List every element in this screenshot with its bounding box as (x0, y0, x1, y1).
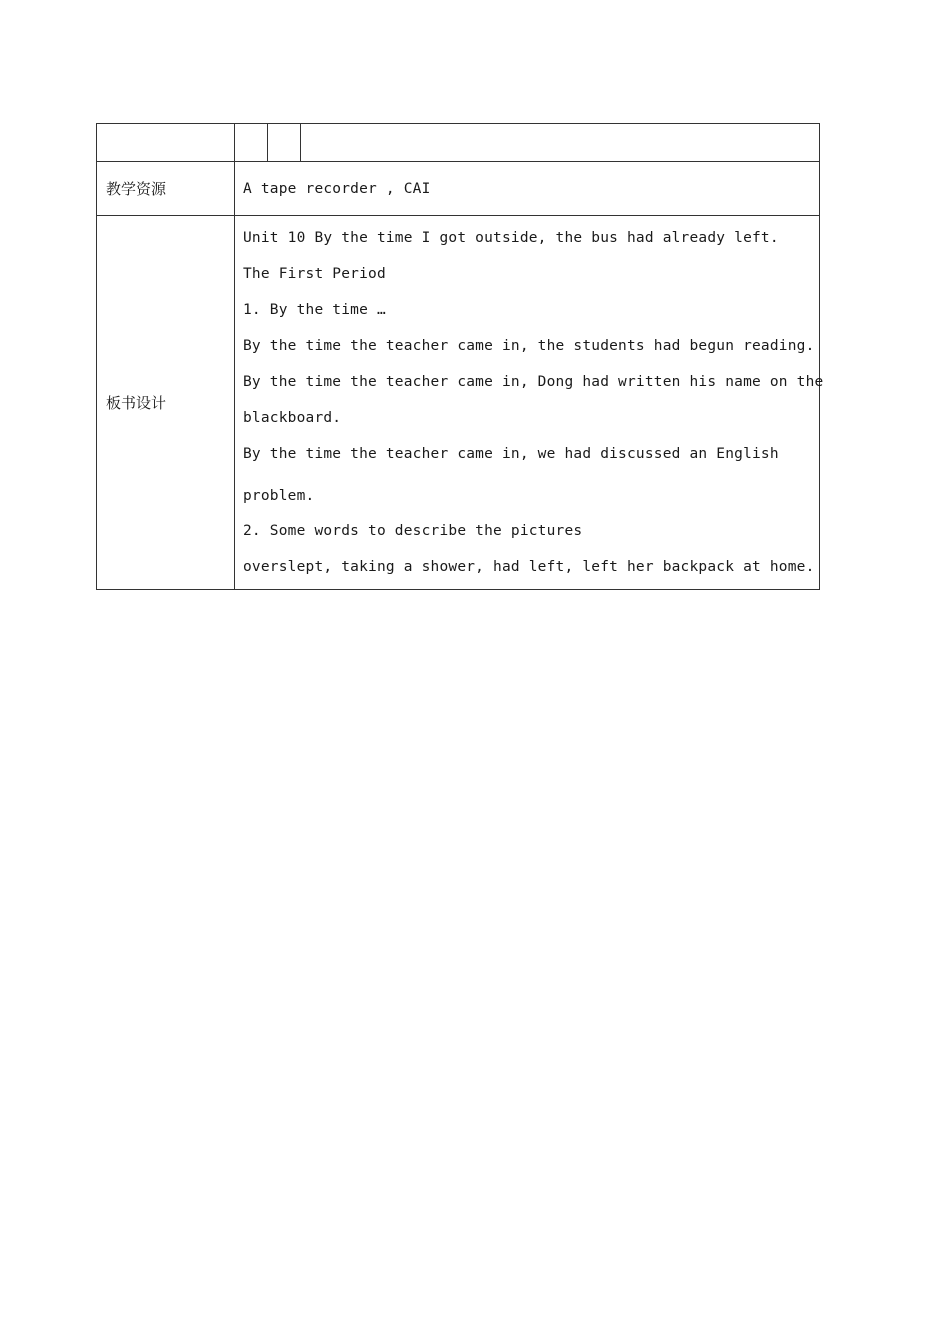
board-line: By the time the teacher came in, the students had begun reading. (243, 338, 815, 354)
table-row-top (97, 124, 820, 162)
empty-cell-1 (235, 124, 268, 161)
split-cells (235, 124, 819, 161)
empty-cell-2 (268, 124, 301, 161)
table-row-board-design (97, 216, 820, 590)
empty-cell-3 (301, 124, 819, 161)
board-line: 2. Some words to describe the pictures (243, 523, 583, 539)
board-design-label: 板书设计 (97, 216, 235, 590)
board-line: overslept, taking a shower, had left, left her backpack at home. (243, 559, 815, 575)
board-line: The First Period (243, 266, 386, 282)
table-row-resources (97, 162, 820, 216)
board-line: problem. (243, 488, 315, 504)
board-lines (235, 216, 824, 589)
lesson-plan-table (96, 123, 824, 590)
empty-label-cell (97, 124, 235, 162)
board-line: 1. By the time … (243, 302, 386, 318)
board-line: By the time the teacher came in, we had discussed an English (243, 446, 779, 462)
split-cell-group (235, 124, 820, 162)
resources-label: 教学资源 (97, 162, 235, 216)
board-line: blackboard. (243, 410, 342, 426)
board-line: Unit 10 By the time I got outside, the bus had already left. (243, 230, 779, 246)
board-line: By the time the teacher came in, Dong had written his name on the (243, 374, 824, 390)
resources-value: A tape recorder , CAI (235, 162, 820, 216)
board-design-content (235, 216, 824, 590)
